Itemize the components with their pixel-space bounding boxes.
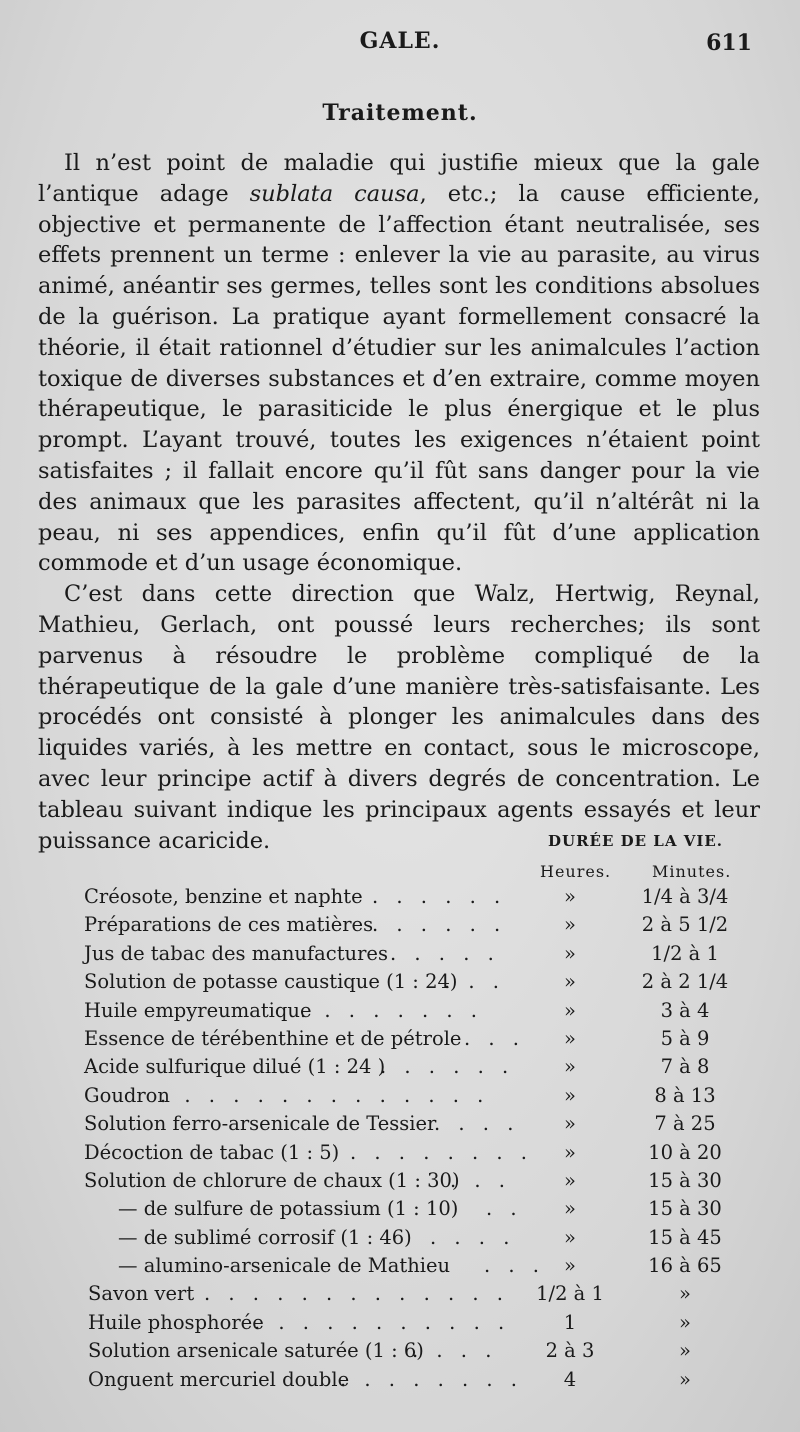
table-row: [0, 1309, 800, 1337]
row-substance-label: Acide sulfurique dilué (1 : 24 ): [84, 1055, 386, 1079]
row-heures-value: »: [564, 1026, 576, 1050]
row-heures-value: »: [564, 998, 576, 1022]
row-heures-value: »: [564, 1168, 576, 1192]
row-minutes-value: 2 à 2 1/4: [641, 970, 729, 994]
row-substance-label: — de sulfure de potassium (1 : 10): [118, 1197, 459, 1221]
row-heures-value: 2 à 3: [545, 1339, 595, 1363]
table-row: [0, 1082, 800, 1110]
row-heures-value: »: [564, 1083, 576, 1107]
table-row: [0, 1337, 800, 1365]
table-row: [0, 997, 800, 1025]
row-leader-dots: . . . . . . . . . . . . . .: [160, 1083, 490, 1107]
table-row: [0, 883, 800, 911]
row-leader-dots: . . .: [450, 1168, 511, 1192]
row-substance-label: Jus de tabac des manufactures: [84, 941, 388, 965]
table-row: [0, 1110, 800, 1138]
row-heures-value: »: [564, 913, 576, 937]
row-minutes-value: 16 à 65: [648, 1254, 722, 1278]
column-minutes-header: Minutes.: [652, 862, 732, 881]
row-minutes-value: 1/2 à 1: [651, 941, 719, 965]
row-minutes-value: 1/4 à 3/4: [641, 885, 729, 908]
row-substance-label: Solution de potasse caustique (1 : 24): [84, 970, 458, 994]
row-substance-label: Goudron: [84, 1083, 170, 1107]
row-substance-label: Savon vert: [88, 1282, 195, 1306]
row-heures-value: »: [564, 970, 576, 994]
row-substance-label: Huile empyreumatique: [84, 998, 312, 1022]
table-heading: DURÉE DE LA VIE.: [548, 832, 724, 850]
row-leader-dots: . . . .: [434, 1112, 520, 1136]
row-minutes-value: 15 à 30: [648, 1168, 722, 1192]
row-leader-dots: . . . .: [412, 1339, 498, 1363]
table-header: [0, 826, 800, 886]
row-substance-label: — alumino-arsenicale de Mathieu: [118, 1254, 451, 1278]
row-leader-dots: . . . . . .: [380, 1055, 515, 1079]
row-heures-value: »: [564, 1254, 576, 1278]
row-leader-dots: . . . . . . . .: [350, 1140, 533, 1164]
row-leader-dots: . . .: [464, 1026, 525, 1050]
row-leader-dots: . . . . . . . .: [300, 998, 483, 1022]
row-leader-dots: . . . . .: [390, 941, 500, 965]
row-substance-label: Huile phosphorée: [88, 1310, 264, 1334]
row-substance-label: Préparations de ces matières: [84, 913, 374, 937]
row-substance-label: Créosote, benzine et naphte: [84, 885, 363, 908]
row-leader-dots: . . . . . . . .: [340, 1367, 523, 1391]
row-minutes-value: »: [679, 1282, 691, 1306]
row-heures-value: 4: [563, 1367, 577, 1391]
column-heures-header: Heures.: [540, 862, 612, 881]
page-number: 611: [706, 30, 752, 56]
table-row: [0, 1025, 800, 1053]
running-head: [0, 28, 800, 64]
row-heures-value: »: [564, 1197, 576, 1221]
row-leader-dots: . . . . . .: [372, 913, 507, 937]
row-minutes-value: 7 à 8: [660, 1055, 710, 1079]
body-text: [38, 148, 760, 856]
table-row: [0, 1366, 800, 1394]
row-leader-dots: . .: [486, 1197, 523, 1221]
running-head-title: GALE.: [359, 28, 441, 54]
row-substance-label: Onguent mercuriel double: [88, 1367, 350, 1391]
row-minutes-value: 2 à 5 1/2: [641, 913, 729, 937]
row-heures-value: 1: [563, 1310, 577, 1334]
row-heures-value: »: [564, 1055, 576, 1079]
row-leader-dots: . . .: [484, 1254, 545, 1278]
paragraph-1-start: Il n’est point de maladie qui justifie mieux que la gale l’antique adage: [38, 150, 760, 207]
table-row: [0, 940, 800, 968]
row-substance-label: — de sublimé corrosif (1 : 46): [118, 1225, 412, 1249]
row-heures-value: 1/2 à 1: [536, 1282, 604, 1306]
row-substance-label: Solution ferro-arsenicale de Tessier: [84, 1112, 437, 1136]
row-substance-label: Solution de chlorure de chaux (1 : 30): [84, 1168, 460, 1192]
row-minutes-value: 5 à 9: [660, 1026, 710, 1050]
table-row: [0, 1053, 800, 1081]
row-leader-dots: . . . .: [430, 1225, 516, 1249]
section-title: Traitement.: [322, 100, 478, 126]
row-minutes-value: 8 à 13: [654, 1083, 716, 1107]
row-minutes-value: 3 à 4: [660, 998, 710, 1022]
table-row: [0, 968, 800, 996]
row-leader-dots: . . . . . . . . . . .: [254, 1310, 511, 1334]
table-row: [0, 1280, 800, 1308]
table-row: [0, 1252, 800, 1280]
row-minutes-value: »: [679, 1367, 691, 1391]
row-leader-dots: . . . . . . . . . . . . .: [204, 1282, 509, 1306]
paragraph-2: C’est dans cette direction que Walz, Hertwig, Reynal, Mathieu, Gerlach, ont poussé leurs recherches; ils sont parvenus à résoudre le problème compliqué de la thérapeutique de la gale d’une manière très-satisfaisante. Les procédés ont consisté à plonger les animalcules dans des liquides variés, à les mettre en contact, sous le microscope, avec leur principe actif à divers degrés de concentration. Le tableau suivant indique les principaux agents essayés et leur puissance acaricide.: [38, 581, 760, 854]
row-minutes-value: 7 à 25: [654, 1112, 716, 1136]
table-body: [0, 883, 800, 1394]
row-heures-value: »: [564, 1225, 576, 1249]
table-row: [0, 1195, 800, 1223]
row-heures-value: »: [564, 1112, 576, 1136]
row-substance-label: Solution arsenicale saturée (1 : 6): [88, 1339, 424, 1363]
row-leader-dots: . . .: [444, 970, 505, 994]
paragraph-1-rest: , etc.; la cause efficiente, objective et permanente de l’affection étant neutralisée, ses effets prennent un terme : enlever la vie au parasite, au virus animé, anéantir ses germes, telles sont les conditions absolues de la guérison. La pratique ayant formellement consacré la théorie, il était rationnel d’étudier sur les animalcules l’action toxique de diverses substances et d’en extraire, comme moyen thérapeutique, le parasiticide le plus énergique et le plus prompt. L’ayant trouvé, toutes les exigences n’étaient point satisfaites ; il fallait encore qu’il fût sans danger pour la vie des animaux que les parasites affectent, qu’il n’altérât ni la peau, ni ses appendices, enfin qu’il fût d’une application commode et d’un usage économique.: [38, 180, 760, 577]
row-minutes-value: »: [679, 1339, 691, 1363]
row-substance-label: Décoction de tabac (1 : 5): [84, 1140, 340, 1164]
paragraph-1: [38, 148, 760, 579]
row-leader-dots: . . . . . .: [372, 885, 507, 908]
row-heures-value: »: [564, 885, 576, 908]
row-minutes-value: 15 à 45: [648, 1225, 722, 1249]
table-row: [0, 1139, 800, 1167]
table-row: [0, 1167, 800, 1195]
table-row: [0, 911, 800, 939]
table-row: [0, 1224, 800, 1252]
row-minutes-value: 15 à 30: [648, 1197, 722, 1221]
row-heures-value: »: [564, 1140, 576, 1164]
row-heures-value: »: [564, 941, 576, 965]
row-minutes-value: »: [679, 1310, 691, 1334]
row-minutes-value: 10 à 20: [648, 1140, 722, 1164]
paragraph-1-italic: sublata causa: [249, 180, 420, 207]
row-substance-label: Essence de térébenthine et de pétrole: [84, 1026, 462, 1050]
